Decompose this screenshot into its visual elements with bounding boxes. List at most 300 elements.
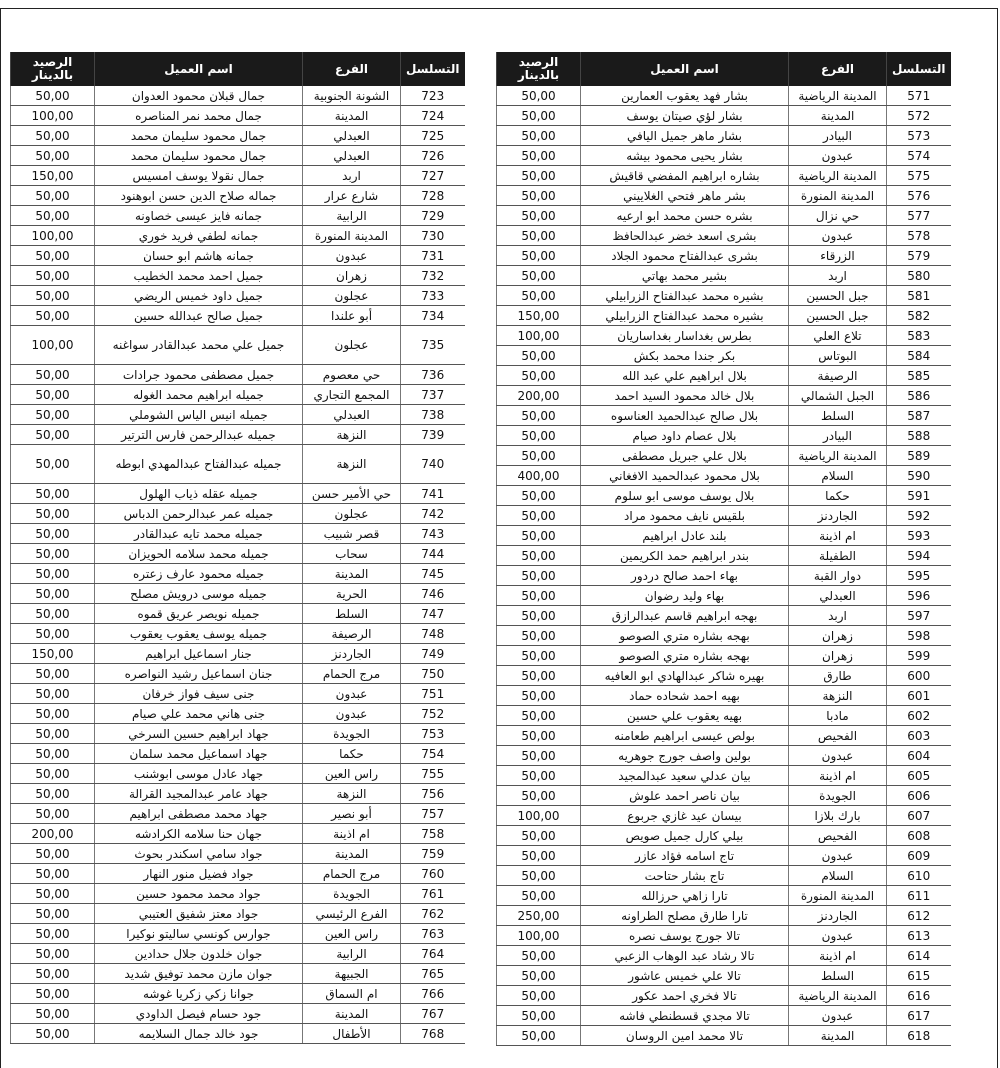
- cell-branch: عجلون: [303, 504, 401, 524]
- cell-branch: الجاردنز: [789, 906, 887, 926]
- table-row: [497, 726, 951, 746]
- cell-seq: 761: [401, 884, 465, 904]
- cell-seq: 741: [401, 484, 465, 504]
- cell-balance: 50,00: [497, 586, 581, 606]
- cell-branch: طارق: [789, 666, 887, 686]
- cell-seq: 574: [887, 146, 951, 166]
- cell-balance: 50,00: [497, 366, 581, 386]
- table-row: [497, 746, 951, 766]
- cell-name: جميله محمد سلامه الحويزان: [95, 544, 303, 564]
- cell-name: جنى سيف فواز خرفان: [95, 684, 303, 704]
- header-balance: الرصيد بالدينار: [497, 52, 581, 86]
- cell-name: بشره حسن محمد ابو ارعيه: [581, 206, 789, 226]
- cell-seq: 742: [401, 504, 465, 524]
- cell-branch: شارع عرار: [303, 186, 401, 206]
- cell-balance: 50,00: [497, 706, 581, 726]
- cell-balance: 200,00: [497, 386, 581, 406]
- cell-name: تالا جورج يوسف نصره: [581, 926, 789, 946]
- cell-name: تارا طارق مصلح الطراونه: [581, 906, 789, 926]
- cell-branch: عجلون: [303, 326, 401, 365]
- table-row: [497, 926, 951, 946]
- cell-name: بهجه بشاره متري الصوصو: [581, 626, 789, 646]
- cell-balance: 50,00: [497, 346, 581, 366]
- cell-name: جميل صالح عبدالله حسين: [95, 306, 303, 326]
- cell-balance: 50,00: [11, 584, 95, 604]
- cell-balance: 50,00: [497, 946, 581, 966]
- cell-seq: 617: [887, 1006, 951, 1026]
- cell-name: تالا مجدي قسطنطي فاشه: [581, 1006, 789, 1026]
- table-row: [11, 644, 465, 664]
- cell-seq: 616: [887, 986, 951, 1006]
- cell-balance: 50,00: [497, 446, 581, 466]
- cell-balance: 50,00: [11, 524, 95, 544]
- cell-name: تارا زاهي حرزالله: [581, 886, 789, 906]
- cell-balance: 150,00: [497, 306, 581, 326]
- table-header-row: [497, 52, 951, 86]
- cell-branch: عبدون: [303, 246, 401, 266]
- cell-seq: 745: [401, 564, 465, 584]
- cell-seq: 583: [887, 326, 951, 346]
- cell-balance: 50,00: [11, 1004, 95, 1024]
- table-row: [497, 526, 951, 546]
- table-row: [11, 106, 465, 126]
- cell-name: جمال محمود سليمان محمد: [95, 146, 303, 166]
- cell-seq: 725: [401, 126, 465, 146]
- cell-branch: جبل الحسين: [789, 306, 887, 326]
- cell-name: بشار يحيى محمود بيشه: [581, 146, 789, 166]
- cell-seq: 732: [401, 266, 465, 286]
- cell-branch: الزرقاء: [789, 246, 887, 266]
- cell-seq: 730: [401, 226, 465, 246]
- cell-branch: ام السماق: [303, 984, 401, 1004]
- table-row: [11, 704, 465, 724]
- cell-seq: 762: [401, 904, 465, 924]
- header-name: اسم العميل: [95, 52, 303, 86]
- cell-seq: 764: [401, 944, 465, 964]
- cell-balance: 50,00: [497, 546, 581, 566]
- table-row: [497, 446, 951, 466]
- cell-seq: 748: [401, 624, 465, 644]
- table-row: [497, 186, 951, 206]
- cell-branch: النزهة: [789, 686, 887, 706]
- table-row: [11, 964, 465, 984]
- cell-name: بيلي كارل جميل صويص: [581, 826, 789, 846]
- table-row: [11, 804, 465, 824]
- cell-balance: 50,00: [497, 666, 581, 686]
- cell-balance: 200,00: [11, 824, 95, 844]
- table-row: [497, 166, 951, 186]
- table-row: [497, 386, 951, 406]
- table-row: [11, 744, 465, 764]
- table-row: [11, 206, 465, 226]
- table-row: [497, 266, 951, 286]
- cell-branch: المدينة الرياضية: [789, 446, 887, 466]
- cell-seq: 597: [887, 606, 951, 626]
- cell-seq: 760: [401, 864, 465, 884]
- cell-name: بلند عادل ابراهيم: [581, 526, 789, 546]
- cell-balance: 50,00: [497, 206, 581, 226]
- table-row: [497, 606, 951, 626]
- cell-name: بلقيس نايف محمود مراد: [581, 506, 789, 526]
- cell-seq: 737: [401, 385, 465, 405]
- cell-seq: 726: [401, 146, 465, 166]
- cell-balance: 50,00: [11, 964, 95, 984]
- cell-name: بشاره ابراهيم المفضي قاقيش: [581, 166, 789, 186]
- cell-seq: 757: [401, 804, 465, 824]
- cell-branch: المدينة الرياضية: [789, 166, 887, 186]
- cell-name: بشار فهد يعقوب العمارين: [581, 86, 789, 106]
- table-row: [497, 146, 951, 166]
- cell-seq: 728: [401, 186, 465, 206]
- cell-balance: 50,00: [11, 624, 95, 644]
- cell-name: جميله نويصر عريق قموه: [95, 604, 303, 624]
- cell-branch: النزهة: [303, 445, 401, 484]
- cell-seq: 579: [887, 246, 951, 266]
- cell-balance: 50,00: [497, 966, 581, 986]
- cell-seq: 750: [401, 664, 465, 684]
- cell-name: تالا محمد امين الروسان: [581, 1026, 789, 1046]
- cell-branch: حي الأمير حسن: [303, 484, 401, 504]
- table-row: [497, 1026, 951, 1046]
- cell-name: تاج اسامه فؤاد عازر: [581, 846, 789, 866]
- cell-balance: 50,00: [11, 764, 95, 784]
- cell-seq: 603: [887, 726, 951, 746]
- table-row: [11, 824, 465, 844]
- cell-seq: 610: [887, 866, 951, 886]
- cell-seq: 594: [887, 546, 951, 566]
- cell-branch: العبدلي: [303, 405, 401, 425]
- cell-seq: 615: [887, 966, 951, 986]
- cell-branch: الفحيص: [789, 826, 887, 846]
- cell-branch: الطفيلة: [789, 546, 887, 566]
- cell-seq: 605: [887, 766, 951, 786]
- cell-seq: 765: [401, 964, 465, 984]
- table-row: [11, 146, 465, 166]
- cell-name: جنان اسماعيل رشيد النواصره: [95, 664, 303, 684]
- table-row: [497, 906, 951, 926]
- cell-name: جواد معتز شفيق العتيبي: [95, 904, 303, 924]
- cell-balance: 100,00: [497, 806, 581, 826]
- cell-branch: عبدون: [303, 704, 401, 724]
- cell-branch: المدينة المنورة: [789, 186, 887, 206]
- cell-name: جوانا زكي زكريا غوشه: [95, 984, 303, 1004]
- cell-branch: زهران: [789, 646, 887, 666]
- table-row: [11, 266, 465, 286]
- cell-seq: 595: [887, 566, 951, 586]
- cell-seq: 571: [887, 86, 951, 106]
- cell-branch: المدينة: [789, 106, 887, 126]
- cell-name: جواد فضيل منور النهار: [95, 864, 303, 884]
- cell-name: جمانه هاشم ابو حسان: [95, 246, 303, 266]
- cell-name: جهاد محمد مصطفى ابراهيم: [95, 804, 303, 824]
- cell-branch: الجويدة: [303, 724, 401, 744]
- table-row: [497, 686, 951, 706]
- cell-name: جميل مصطفى محمود جرادات: [95, 365, 303, 385]
- cell-balance: 50,00: [497, 226, 581, 246]
- cell-balance: 50,00: [497, 1006, 581, 1026]
- cell-balance: 50,00: [11, 246, 95, 266]
- cell-seq: 768: [401, 1024, 465, 1044]
- cell-name: جميله موسى درويش مصلح: [95, 584, 303, 604]
- cell-branch: الجويدة: [303, 884, 401, 904]
- cell-seq: 611: [887, 886, 951, 906]
- table-row: [497, 306, 951, 326]
- table-row: [497, 486, 951, 506]
- table-row: [497, 666, 951, 686]
- table-row: [11, 326, 465, 365]
- cell-balance: 50,00: [497, 286, 581, 306]
- cell-name: بشرى عبدالفتاح محمود الجلاد: [581, 246, 789, 266]
- table-row: [11, 166, 465, 186]
- cell-balance: 50,00: [497, 606, 581, 626]
- table-row: [497, 786, 951, 806]
- cell-name: جمانه فايز عيسى خصاونه: [95, 206, 303, 226]
- cell-branch: النزهة: [303, 425, 401, 445]
- table-row: [11, 884, 465, 904]
- table-row: [11, 624, 465, 644]
- cell-branch: البوتاس: [789, 346, 887, 366]
- table-row: [497, 986, 951, 1006]
- cell-seq: 754: [401, 744, 465, 764]
- cell-balance: 50,00: [497, 126, 581, 146]
- cell-branch: المجمع التجاري: [303, 385, 401, 405]
- cell-seq: 588: [887, 426, 951, 446]
- cell-branch: جبل الحسين: [789, 286, 887, 306]
- table-row: [497, 566, 951, 586]
- header-branch: الفرع: [789, 52, 887, 86]
- cell-name: جواد سامي اسكندر بحوث: [95, 844, 303, 864]
- table-row: [11, 286, 465, 306]
- cell-branch: العبدلي: [303, 126, 401, 146]
- cell-seq: 585: [887, 366, 951, 386]
- table-row: [11, 684, 465, 704]
- cell-seq: 604: [887, 746, 951, 766]
- cell-name: بهجه بشاره متري الصوصو: [581, 646, 789, 666]
- cell-branch: العبدلي: [303, 146, 401, 166]
- cell-seq: 743: [401, 524, 465, 544]
- cell-balance: 50,00: [11, 1024, 95, 1044]
- cell-balance: 50,00: [11, 724, 95, 744]
- cell-name: بكر جندا محمد بكش: [581, 346, 789, 366]
- header-branch: الفرع: [303, 52, 401, 86]
- cell-branch: زهران: [303, 266, 401, 286]
- cell-balance: 50,00: [497, 266, 581, 286]
- cell-name: جهاد عامر عبدالمجيد القرالة: [95, 784, 303, 804]
- cell-seq: 587: [887, 406, 951, 426]
- cell-seq: 758: [401, 824, 465, 844]
- cell-name: بشار لؤي صيتان يوسف: [581, 106, 789, 126]
- table-row: [497, 106, 951, 126]
- cell-branch: الجاردنز: [789, 506, 887, 526]
- cell-name: بندر ابراهيم حمد الكريمين: [581, 546, 789, 566]
- table-row: [497, 406, 951, 426]
- cell-branch: الفرع الرئيسي: [303, 904, 401, 924]
- table-row: [11, 904, 465, 924]
- cell-name: جهاد عادل موسى ابوشنب: [95, 764, 303, 784]
- cell-balance: 50,00: [11, 445, 95, 484]
- cell-balance: 50,00: [11, 844, 95, 864]
- cell-seq: 573: [887, 126, 951, 146]
- cell-balance: 50,00: [11, 984, 95, 1004]
- cell-branch: حي معصوم: [303, 365, 401, 385]
- cell-seq: 609: [887, 846, 951, 866]
- cell-branch: سحاب: [303, 544, 401, 564]
- cell-name: تاج بشار حتاحت: [581, 866, 789, 886]
- cell-balance: 100,00: [11, 106, 95, 126]
- table-row: [497, 426, 951, 446]
- table-row: [497, 546, 951, 566]
- table-row: [11, 724, 465, 744]
- cell-seq: 747: [401, 604, 465, 624]
- cell-branch: المدينة المنورة: [789, 886, 887, 906]
- cell-seq: 740: [401, 445, 465, 484]
- cell-seq: 599: [887, 646, 951, 666]
- cell-balance: 50,00: [11, 425, 95, 445]
- cell-balance: 50,00: [11, 405, 95, 425]
- cell-seq: 590: [887, 466, 951, 486]
- cell-name: جمال محمد نمر المناصره: [95, 106, 303, 126]
- cell-branch: الرابية: [303, 206, 401, 226]
- cell-branch: الشونة الجنوبية: [303, 86, 401, 106]
- table-row: [497, 286, 951, 306]
- cell-balance: 50,00: [497, 246, 581, 266]
- right-balance-table: [496, 52, 951, 1046]
- cell-branch: المدينة: [303, 564, 401, 584]
- table-row: [11, 1004, 465, 1024]
- cell-branch: عبدون: [789, 1006, 887, 1026]
- cell-balance: 150,00: [11, 644, 95, 664]
- cell-name: بهيه احمد شحاده حماد: [581, 686, 789, 706]
- table-row: [497, 766, 951, 786]
- cell-name: بيان ناصر احمد علوش: [581, 786, 789, 806]
- cell-branch: الأطفال: [303, 1024, 401, 1044]
- cell-seq: 572: [887, 106, 951, 126]
- cell-seq: 618: [887, 1026, 951, 1046]
- cell-name: بشيره محمد عبدالفتاح الزرابيلي: [581, 306, 789, 326]
- table-row: [497, 326, 951, 346]
- cell-seq: 576: [887, 186, 951, 206]
- cell-branch: المدينة: [303, 844, 401, 864]
- cell-name: تالا رشاد عبد الوهاب الزعبي: [581, 946, 789, 966]
- cell-branch: أبو نصير: [303, 804, 401, 824]
- cell-seq: 759: [401, 844, 465, 864]
- cell-name: جود خالد جمال السلايمه: [95, 1024, 303, 1044]
- cell-branch: المدينة: [303, 106, 401, 126]
- cell-balance: 150,00: [11, 166, 95, 186]
- cell-balance: 50,00: [11, 365, 95, 385]
- table-row: [497, 366, 951, 386]
- cell-seq: 739: [401, 425, 465, 445]
- cell-seq: 580: [887, 266, 951, 286]
- table-row: [11, 564, 465, 584]
- cell-seq: 586: [887, 386, 951, 406]
- cell-balance: 250,00: [497, 906, 581, 926]
- cell-name: جنى هاني محمد علي صيام: [95, 704, 303, 724]
- cell-balance: 50,00: [497, 886, 581, 906]
- cell-seq: 593: [887, 526, 951, 546]
- cell-name: بلال عصام داود صيام: [581, 426, 789, 446]
- cell-branch: قصر شبيب: [303, 524, 401, 544]
- cell-branch: أبو علندا: [303, 306, 401, 326]
- table-row: [497, 946, 951, 966]
- cell-balance: 50,00: [11, 385, 95, 405]
- table-row: [11, 86, 465, 106]
- cell-branch: المدينة: [789, 1026, 887, 1046]
- table-row: [11, 944, 465, 964]
- cell-branch: المدينة: [303, 1004, 401, 1024]
- cell-balance: 50,00: [497, 846, 581, 866]
- cell-branch: الجاردنز: [303, 644, 401, 664]
- cell-branch: السلط: [789, 966, 887, 986]
- cell-name: جميل احمد محمد الخطيب: [95, 266, 303, 286]
- cell-balance: 50,00: [11, 944, 95, 964]
- cell-seq: 723: [401, 86, 465, 106]
- cell-seq: 584: [887, 346, 951, 366]
- cell-branch: بارك بلازا: [789, 806, 887, 826]
- cell-branch: ام اذينة: [789, 526, 887, 546]
- table-row: [497, 506, 951, 526]
- cell-branch: السلط: [303, 604, 401, 624]
- cell-seq: 746: [401, 584, 465, 604]
- table-row: [497, 1006, 951, 1026]
- cell-seq: 582: [887, 306, 951, 326]
- cell-name: جواد محمد محمود حسين: [95, 884, 303, 904]
- cell-branch: راس العين: [303, 924, 401, 944]
- table-row: [497, 806, 951, 826]
- left-balance-table: [10, 52, 465, 1044]
- cell-branch: عبدون: [789, 846, 887, 866]
- table-row: [497, 126, 951, 146]
- cell-balance: 50,00: [497, 646, 581, 666]
- cell-name: جهان حنا سلامه الكرادشه: [95, 824, 303, 844]
- header-seq: التسلسل: [887, 52, 951, 86]
- cell-name: جميله انيس الياس الشوملي: [95, 405, 303, 425]
- cell-branch: عبدون: [789, 226, 887, 246]
- cell-name: جوارس كونسي ساليتو نوكيرا: [95, 924, 303, 944]
- cell-balance: 50,00: [497, 866, 581, 886]
- table-row: [11, 784, 465, 804]
- header-balance: الرصيد بالدينار: [11, 52, 95, 86]
- cell-branch: تلاع العلي: [789, 326, 887, 346]
- cell-name: جميله عبدالفتاح عبدالمهدي ابوطه: [95, 445, 303, 484]
- cell-balance: 50,00: [11, 744, 95, 764]
- cell-name: جمانه لطفي فريد خوري: [95, 226, 303, 246]
- cell-name: جهاد ابراهيم حسين السرخي: [95, 724, 303, 744]
- cell-balance: 50,00: [11, 604, 95, 624]
- cell-balance: 50,00: [497, 526, 581, 546]
- cell-name: بولين واصف جورج جوهريه: [581, 746, 789, 766]
- cell-name: بشيره محمد عبدالفتاح الزرابيلي: [581, 286, 789, 306]
- cell-balance: 50,00: [11, 126, 95, 146]
- cell-branch: الفحيص: [789, 726, 887, 746]
- cell-branch: عبدون: [789, 146, 887, 166]
- cell-branch: حكما: [303, 744, 401, 764]
- table-row: [11, 385, 465, 405]
- cell-balance: 50,00: [497, 426, 581, 446]
- cell-balance: 50,00: [497, 686, 581, 706]
- table-row: [497, 966, 951, 986]
- cell-seq: 602: [887, 706, 951, 726]
- cell-balance: 50,00: [497, 86, 581, 106]
- cell-balance: 50,00: [497, 986, 581, 1006]
- table-row: [11, 186, 465, 206]
- table-row: [11, 484, 465, 504]
- cell-name: جمال محمود سليمان محمد: [95, 126, 303, 146]
- cell-branch: الرصيفة: [303, 624, 401, 644]
- cell-seq: 731: [401, 246, 465, 266]
- table-row: [497, 706, 951, 726]
- table-row: [11, 764, 465, 784]
